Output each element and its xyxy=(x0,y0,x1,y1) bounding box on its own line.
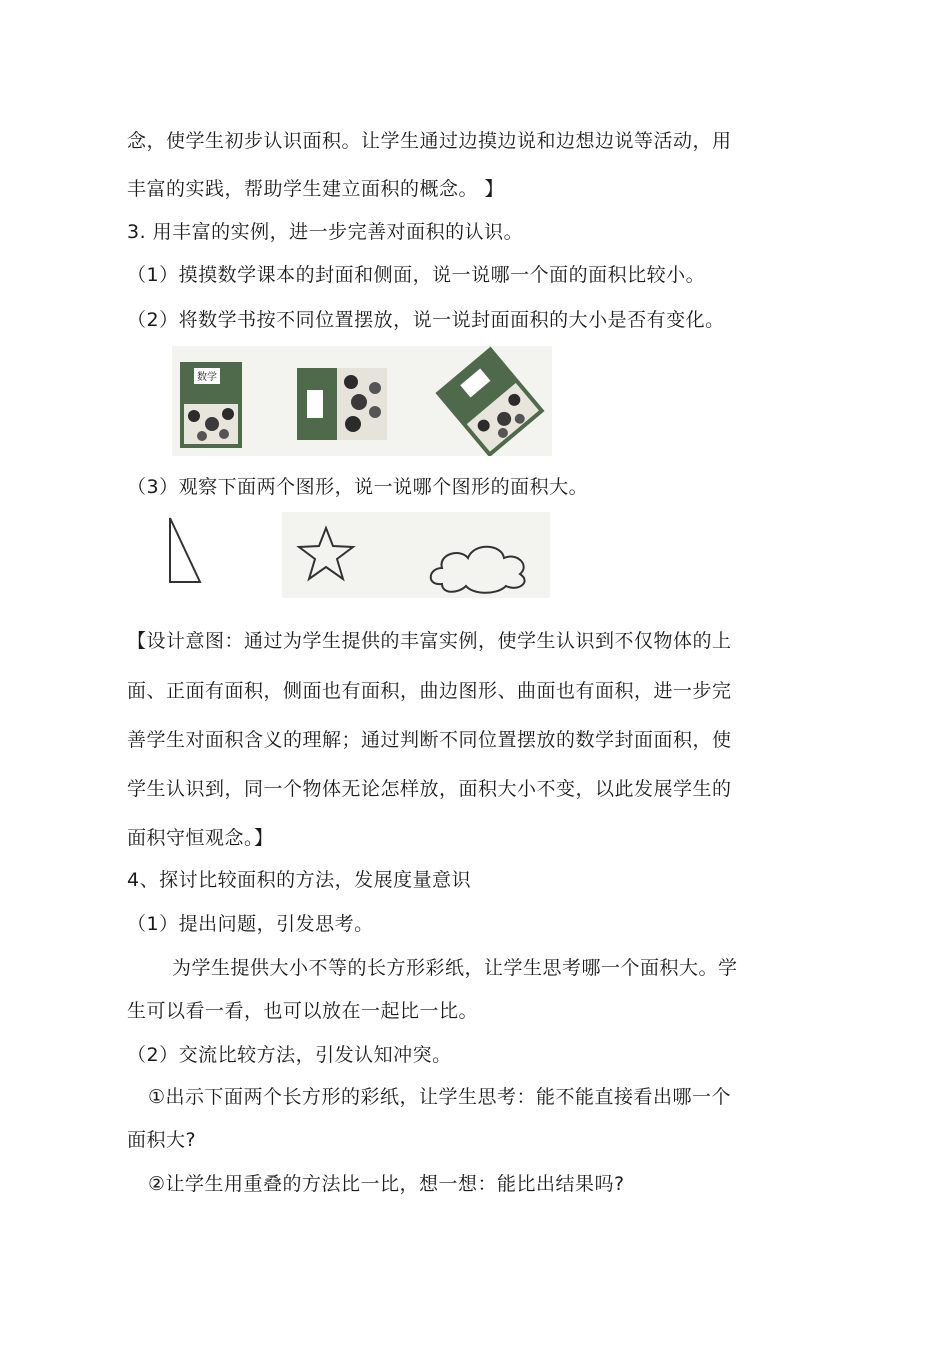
math-books-image xyxy=(172,346,552,456)
paragraph-line: 丰富的实践，帮助学生建立面积的概念。 】 xyxy=(127,178,505,200)
star-cloud-image xyxy=(282,512,550,598)
list-item: （2）交流比较方法，引发认知冲突。 xyxy=(127,1044,452,1066)
design-intent-line: 【设计意图：通过为学生提供的丰富实例，使学生认识到不仅物体的上 xyxy=(127,630,732,652)
paragraph-line: 念，使学生初步认识面积。让学生通过边摸边说和边想边说等活动，用 xyxy=(127,130,732,152)
paragraph-line: 面积大? xyxy=(127,1129,197,1151)
paragraph-line: ②让学生用重叠的方法比一比，想一想：能比出结果吗? xyxy=(148,1173,625,1195)
list-item: （2）将数学书按不同位置摆放，说一说封面面积的大小是否有变化。 xyxy=(127,309,725,331)
book-upright xyxy=(180,362,242,448)
list-item: （1）提出问题，引发思考。 xyxy=(127,913,374,935)
triangle-figure xyxy=(162,512,208,588)
svg-text:数学: 数学 xyxy=(197,372,217,383)
paragraph-line: 生可以看一看，也可以放在一起比一比。 xyxy=(127,1000,479,1022)
design-intent-line: 善学生对面积含义的理解；通过判断不同位置摆放的数学封面面积，使 xyxy=(127,729,732,751)
design-intent-line: 学生认识到，同一个物体无论怎样放，面积大小不变，以此发展学生的 xyxy=(127,778,732,800)
section-heading: 3. 用丰富的实例，进一步完善对面积的认识。 xyxy=(127,221,524,243)
book-rotated xyxy=(297,368,387,440)
list-item: （1）摸摸数学课本的封面和侧面，说一说哪一个面的面积比较小。 xyxy=(127,264,706,286)
paragraph-line: 为学生提供大小不等的长方形彩纸，让学生思考哪一个面积大。学 xyxy=(172,957,738,979)
list-item: （3）观察下面两个图形，说一说哪个图形的面积大。 xyxy=(127,476,589,498)
paragraph-line: ①出示下面两个长方形的彩纸，让学生思考：能不能直接看出哪一个 xyxy=(148,1086,732,1108)
design-intent-line: 面、正面有面积，侧面也有面积，曲边图形、曲面也有面积，进一步完 xyxy=(127,680,732,702)
section-heading: 4、探讨比较面积的方法，发展度量意识 xyxy=(127,869,472,891)
design-intent-line: 面积守恒观念。】 xyxy=(127,827,274,849)
